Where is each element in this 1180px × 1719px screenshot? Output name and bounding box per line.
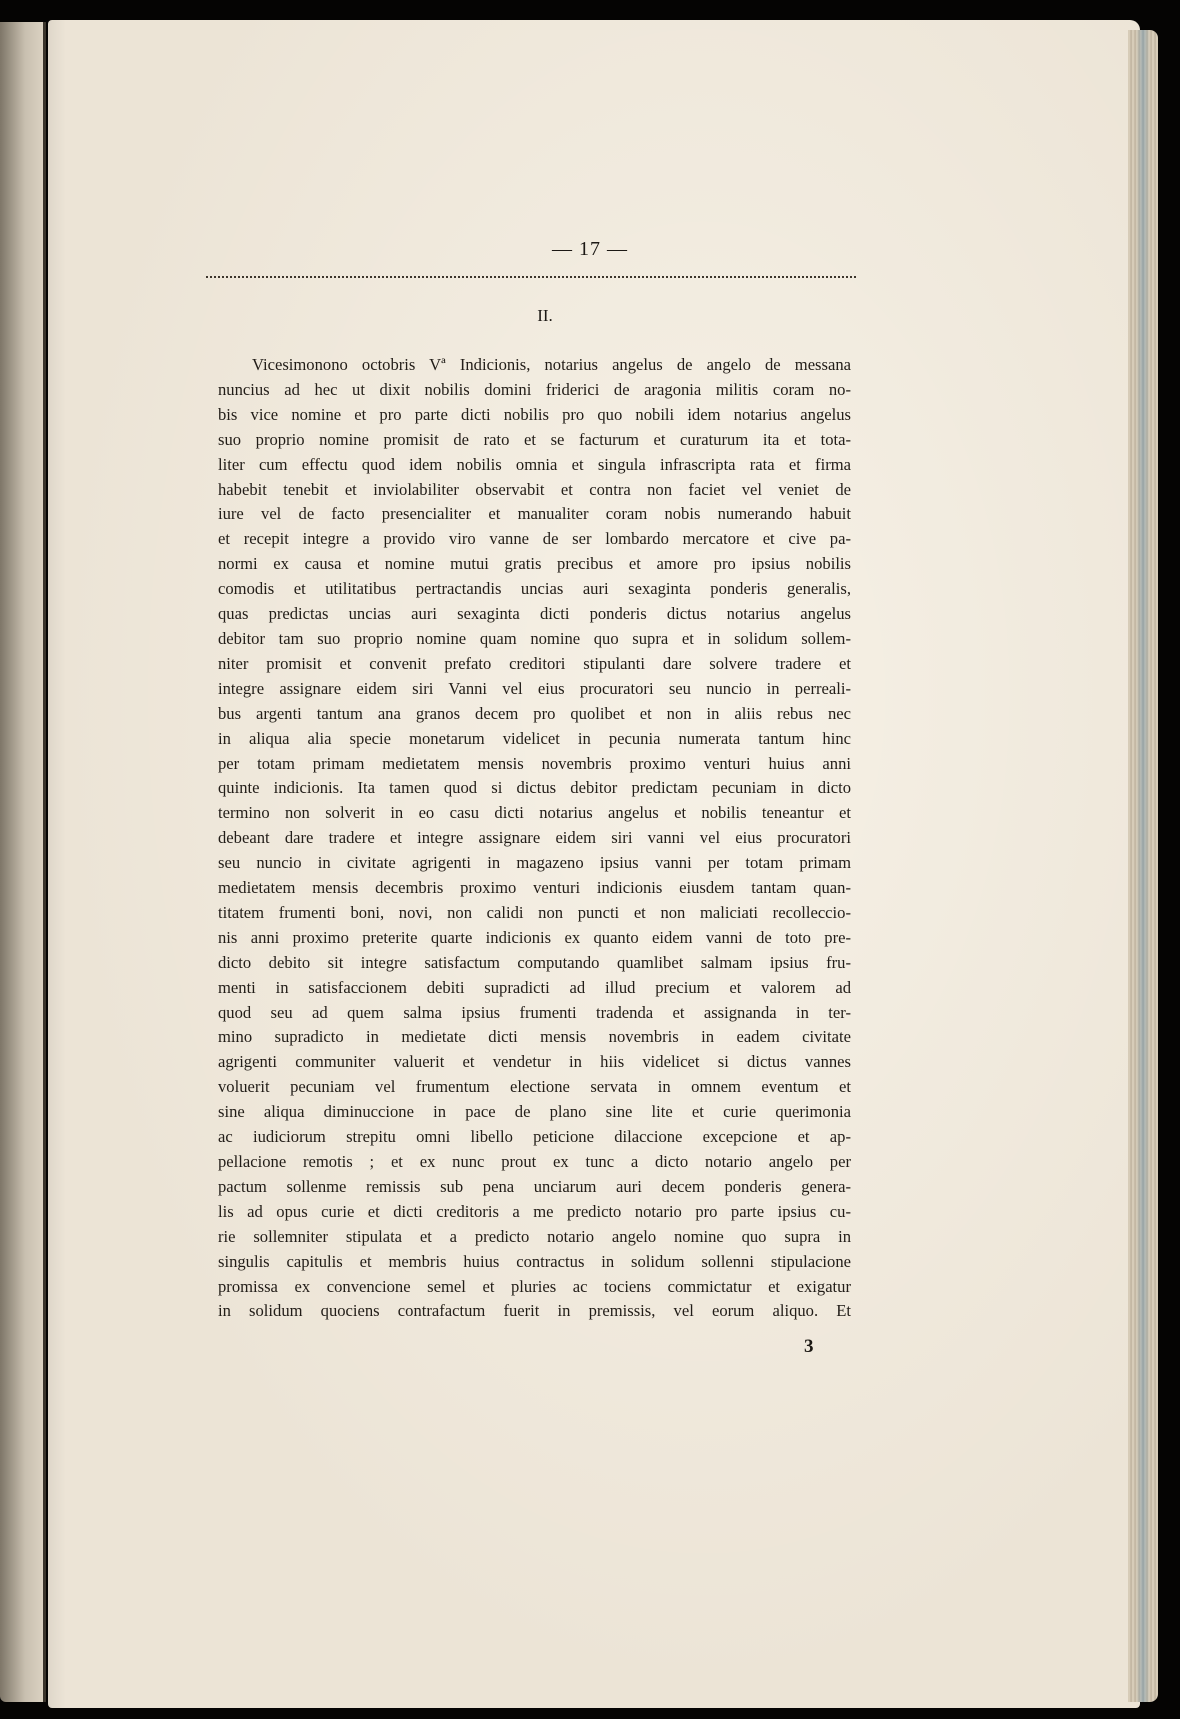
- text-line: seu nuncio in civitate agrigenti in magazeno ipsius vanni per totam primam: [218, 853, 851, 873]
- text-line: quod seu ad quem salma ipsius frumenti tradenda et assignanda in ter-: [218, 1002, 851, 1022]
- text-line: debitor tam suo proprio nomine quam nomine quo supra et in solidum sollem-: [218, 628, 851, 648]
- edge-tint: [1136, 30, 1150, 1702]
- text-line: in aliqua alia specie monetarum videlicet in pecunia numerata tantum hinc: [218, 728, 851, 748]
- text-line: mino supradicto in medietate dicti mensis novembris in eadem civitate: [218, 1027, 851, 1047]
- text-line: integre assignare eidem siri Vanni vel eius procuratori seu nuncio in perreali-: [218, 678, 851, 698]
- text-line: quas predictas uncias auri sexaginta dicti ponderis dictus notarius angelus: [218, 604, 851, 624]
- text-line: bus argenti tantum ana granos decem pro quolibet et non in aliis rebus nec: [218, 703, 851, 723]
- text-line: nis anni proximo preterite quarte indicionis ex quanto eidem vanni de toto pre-: [218, 927, 851, 947]
- text-line: dicto debito sit integre satisfactum computando quamlibet salmam ipsius fru-: [218, 952, 851, 972]
- text-line: agrigenti communiter valuerit et vendetur in hiis videlicet si dictus vannes: [218, 1052, 851, 1072]
- text-line: comodis et utilitatibus pertractandis uncias auri sexaginta ponderis generalis,: [218, 579, 851, 599]
- text-line: lis ad opus curie et dicti creditoris a me predicto notario pro parte ipsius cu-: [218, 1201, 851, 1221]
- text-line: singulis capitulis et membris huius contractus in solidum sollenni stipulacione: [218, 1251, 851, 1271]
- text-line: titatem frumenti boni, novi, non calidi non puncti et non maliciati recolleccio-: [218, 902, 851, 922]
- signature-mark: 3: [804, 1336, 814, 1357]
- text-line: bis vice nomine et pro parte dicti nobilis pro quo nobili idem notarius angelus: [218, 404, 851, 424]
- text-line: normi ex causa et nomine mutui gratis precibus et amore pro ipsius nobilis: [218, 554, 851, 574]
- text-line: debeant dare tradere et integre assignare eidem siri vanni vel eius procuratori: [218, 828, 851, 848]
- text-line: sine aliqua diminuccione in pace de plano sine lite et curie querimonia: [218, 1102, 851, 1122]
- document-body: [218, 353, 851, 1324]
- text-line: in solidum quociens contrafactum fuerit in premissis, vel eorum aliquo. Et: [218, 1301, 851, 1321]
- text-line: medietatem mensis decembris proximo venturi indicionis eiusdem tantam quan-: [218, 878, 851, 898]
- text-line: termino non solverit in eo casu dicti notarius angelus et nobilis teneantur et: [218, 803, 851, 823]
- text-line: per totam primam medietatem mensis novembris proximo venturi huius anni: [218, 753, 851, 773]
- text-line: liter cum effectu quod idem nobilis omnia et singula infrascripta rata et firma: [218, 454, 851, 474]
- text-line: menti in satisfaccionem debiti supradicti ad illud precium et valorem ad: [218, 977, 851, 997]
- header-rule: [206, 276, 856, 278]
- text-line: rie sollemniter stipulata et a predicto notario angelo nomine quo supra in: [218, 1226, 851, 1246]
- text-line: pellacione remotis ; et ex nunc prout ex tunc a dicto notario angelo per: [218, 1152, 851, 1171]
- text-line: et recepit integre a provido viro vanne de ser lombardo mercatore et cive pa-: [218, 529, 851, 549]
- book-gutter: [43, 22, 46, 1702]
- text-line: pactum sollenme remissis sub pena unciarum auri decem ponderis genera-: [218, 1176, 851, 1196]
- text-line: iure vel de facto presencialiter et manualiter coram nobis numerando habuit: [218, 504, 851, 524]
- text-line: quinte indicionis. Ita tamen quod si dictus debitor predictam pecuniam in dicto: [218, 778, 851, 798]
- text-line: Vicesimonono octobris Vª Indicionis, notarius angelus de angelo de messana: [252, 355, 851, 374]
- text-line: suo proprio nomine promisit de rato et se facturum et curaturum ita et tota-: [218, 429, 851, 449]
- text-line: niter promisit et convenit prefato creditori stipulanti dare solvere tradere et: [218, 653, 851, 673]
- facing-page-edge: [0, 22, 46, 1702]
- text-line: habebit tenebit et inviolabiliter observabit et contra non faciet vel veniet de: [218, 479, 851, 499]
- text-line: ac iudiciorum strepitu omni libello peticione dilaccione excepcione et ap-: [218, 1127, 851, 1147]
- page-number-header: — 17 —: [552, 238, 628, 260]
- text-line: nuncius ad hec ut dixit nobilis domini friderici de aragonia militis coram no-: [218, 379, 851, 399]
- text-line: promissa ex convencione semel et pluries ac tociens commictatur et exigatur: [218, 1276, 851, 1296]
- section-heading: II.: [537, 306, 553, 325]
- page-stack-edge: [1128, 30, 1158, 1702]
- text-line: voluerit pecuniam vel frumentum electione servata in omnem eventum et: [218, 1077, 851, 1097]
